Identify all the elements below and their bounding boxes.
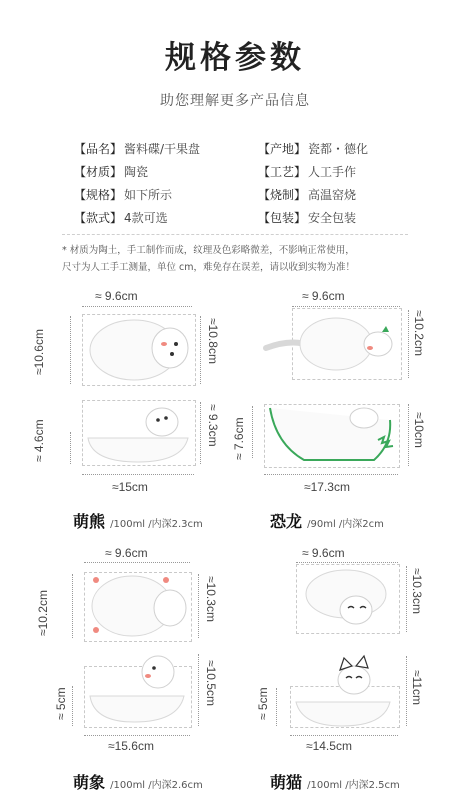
product-caption <box>73 509 203 532</box>
top-left-height-label: ≈10.6cm <box>32 329 46 375</box>
spec-value: 酱料碟/干果盘 <box>124 142 201 156</box>
spec-value: 如下所示 <box>124 188 173 202</box>
dimension-line <box>200 402 201 464</box>
note-line-2: 尺寸为人工手工测量，单位 cm，难免存在误差，请以收到实物为准！ <box>62 262 355 273</box>
side-left-height-label: ≈ 7.6cm <box>232 417 246 460</box>
dimension-line <box>264 474 398 475</box>
side-width-label: ≈15.6cm <box>108 739 154 753</box>
side-right-height-label: ≈10.5cm <box>204 660 218 706</box>
dimension-line <box>82 306 192 307</box>
dimension-line <box>72 574 73 638</box>
product-name: 萌猫 <box>270 773 303 792</box>
dimension-line <box>198 574 199 638</box>
cat-side-illustration <box>290 650 398 726</box>
spec-key: 【包装】 <box>258 211 307 225</box>
product-name: 萌熊 <box>73 512 106 531</box>
spec-key: 【品名】 <box>74 142 123 156</box>
dimension-line <box>200 316 201 384</box>
bear-top-illustration <box>82 314 194 384</box>
product-name: 萌象 <box>73 773 106 792</box>
side-width-label: ≈17.3cm <box>304 480 350 494</box>
spec-value: 安全包装 <box>308 211 357 225</box>
top-width-label: ≈ 9.6cm <box>302 289 345 303</box>
spec-value: 4款可选 <box>124 211 168 225</box>
spec-packaging <box>258 209 356 226</box>
top-right-height-label: ≈10.2cm <box>412 310 426 356</box>
elephant-top-illustration <box>84 572 190 640</box>
spec-key: 【款式】 <box>74 211 123 225</box>
spec-name <box>74 140 200 157</box>
spec-value: 陶瓷 <box>124 165 149 179</box>
dimension-line <box>72 686 73 726</box>
spec-key: 【产地】 <box>258 142 307 156</box>
note-line-1: * 材质为陶土，手工制作而成，纹理及色彩略微差，不影响正常使用， <box>62 245 355 256</box>
product-detail: /100ml /内深2.5cm <box>307 780 400 791</box>
top-width-label: ≈ 9.6cm <box>105 546 148 560</box>
page-title: 规格参数 <box>165 40 305 76</box>
dino-side-illustration <box>264 404 398 466</box>
dino-top-illustration <box>262 308 402 378</box>
spec-value: 高温窑烧 <box>308 188 357 202</box>
side-width-label: ≈15cm <box>112 480 148 494</box>
product-detail: /90ml /内深2cm <box>307 519 384 530</box>
dimension-line <box>296 562 398 563</box>
dimension-line <box>70 432 71 464</box>
top-width-label: ≈ 9.6cm <box>95 289 138 303</box>
spec-origin <box>258 140 368 157</box>
top-width-label: ≈ 9.6cm <box>302 546 345 560</box>
product-detail: /100ml /内深2.6cm <box>110 780 203 791</box>
spec-style <box>74 209 168 226</box>
page-subtitle: 助您理解更多产品信息 <box>160 93 310 109</box>
cat-top-illustration <box>296 564 398 632</box>
product-detail: /100ml /内深2.3cm <box>110 519 203 530</box>
dimension-line <box>70 316 71 384</box>
dimension-line <box>408 404 409 466</box>
dimension-line <box>252 406 253 458</box>
top-right-height-label: ≈10.3cm <box>410 568 424 614</box>
dimension-line <box>290 735 398 736</box>
product-caption <box>73 770 203 793</box>
elephant-side-illustration <box>84 650 190 726</box>
side-right-height-label: ≈10cm <box>412 412 426 448</box>
spec-craft <box>258 163 356 180</box>
dimension-line <box>84 735 190 736</box>
top-left-height-label: ≈10.2cm <box>36 590 50 636</box>
spec-key: 【烧制】 <box>258 188 307 202</box>
divider <box>62 234 408 235</box>
spec-value: 瓷都・德化 <box>308 142 369 156</box>
spec-key: 【材质】 <box>74 165 123 179</box>
dimension-line <box>406 656 407 726</box>
dimension-line <box>406 566 407 632</box>
spec-material <box>74 163 148 180</box>
side-left-height-label: ≈ 4.6cm <box>32 419 46 462</box>
side-right-height-label: ≈11cm <box>410 670 424 706</box>
dimension-line <box>198 654 199 726</box>
product-caption <box>270 770 400 793</box>
dimension-line <box>292 306 400 307</box>
top-right-height-label: ≈10.8cm <box>206 318 220 364</box>
dimension-line <box>276 688 277 726</box>
side-left-height-label: ≈ 5cm <box>256 687 270 720</box>
side-right-height-label: ≈ 9.3cm <box>206 404 220 447</box>
bear-side-illustration <box>82 400 194 464</box>
dimension-line <box>408 310 409 378</box>
product-caption <box>270 509 384 532</box>
spec-value: 人工手作 <box>308 165 357 179</box>
product-name: 恐龙 <box>270 512 303 531</box>
side-left-height-label: ≈ 5cm <box>54 687 68 720</box>
spec-firing <box>258 186 356 203</box>
spec-size <box>74 186 172 203</box>
spec-key: 【工艺】 <box>258 165 307 179</box>
spec-key: 【规格】 <box>74 188 123 202</box>
dimension-line <box>82 474 194 475</box>
top-right-height-label: ≈10.3cm <box>204 576 218 622</box>
dimension-line <box>84 562 190 563</box>
side-width-label: ≈14.5cm <box>306 739 352 753</box>
